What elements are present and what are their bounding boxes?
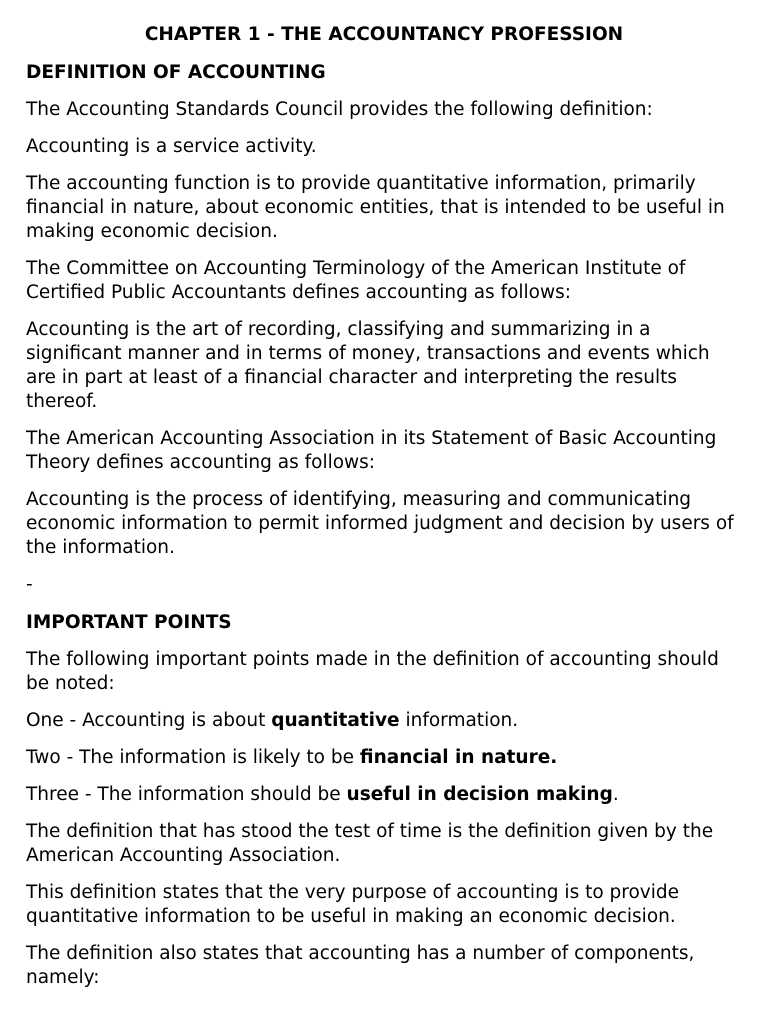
section-heading-important-points: IMPORTANT POINTS <box>26 612 232 633</box>
point-text: information. <box>399 710 519 731</box>
point-emphasis: useful in decision making <box>346 784 613 805</box>
point-text: Three - The information should be <box>26 784 347 805</box>
chapter-title: CHAPTER 1 - THE ACCOUNTANCY PROFESSION <box>144 24 624 45</box>
paragraph: This definition states that the very purpose of accounting is to provide quantitative information to be useful in making an economic decision. <box>26 882 680 927</box>
paragraph: Accounting is the process of identifying, measuring and communicating economic information to permit informed judgment and decision by users of the information. <box>26 489 734 558</box>
point-three <box>26 783 742 807</box>
point-one <box>26 709 742 733</box>
paragraph: The definition also states that accounting has a number of components, namely: <box>26 943 695 988</box>
paragraph: The American Accounting Association in its Statement of Basic Accounting Theory defines accounting as follows: <box>26 428 717 473</box>
paragraph: Accounting is a service activity. <box>26 136 317 157</box>
paragraph: The Committee on Accounting Terminology of the American Institute of Certified Public Accountants defines accounting as follows: <box>26 258 686 303</box>
dash-separator: - <box>26 574 33 595</box>
paragraph: Accounting is the art of recording, classifying and summarizing in a significant manner and in terms of money, transactions and events which are in part at least of a financial character and interpreting the results thereof. <box>26 319 710 412</box>
paragraph: The definition that has stood the test of time is the definition given by the American Accounting Association. <box>26 821 714 866</box>
point-text: . <box>612 784 619 805</box>
paragraph: The Accounting Standards Council provides the following definition: <box>26 99 653 120</box>
point-text: One - Accounting is about <box>26 710 272 731</box>
point-text: Two - The information is likely to be <box>26 747 360 768</box>
point-two <box>26 746 742 770</box>
paragraph: The following important points made in the definition of accounting should be noted: <box>26 649 719 694</box>
point-emphasis: quantitative <box>271 710 400 731</box>
paragraph: The accounting function is to provide quantitative information, primarily financial in nature, about economic entities, that is intended to be useful in making economic decision. <box>26 173 725 242</box>
section-heading-definition: DEFINITION OF ACCOUNTING <box>26 62 326 83</box>
point-emphasis: financial in nature. <box>359 747 558 768</box>
